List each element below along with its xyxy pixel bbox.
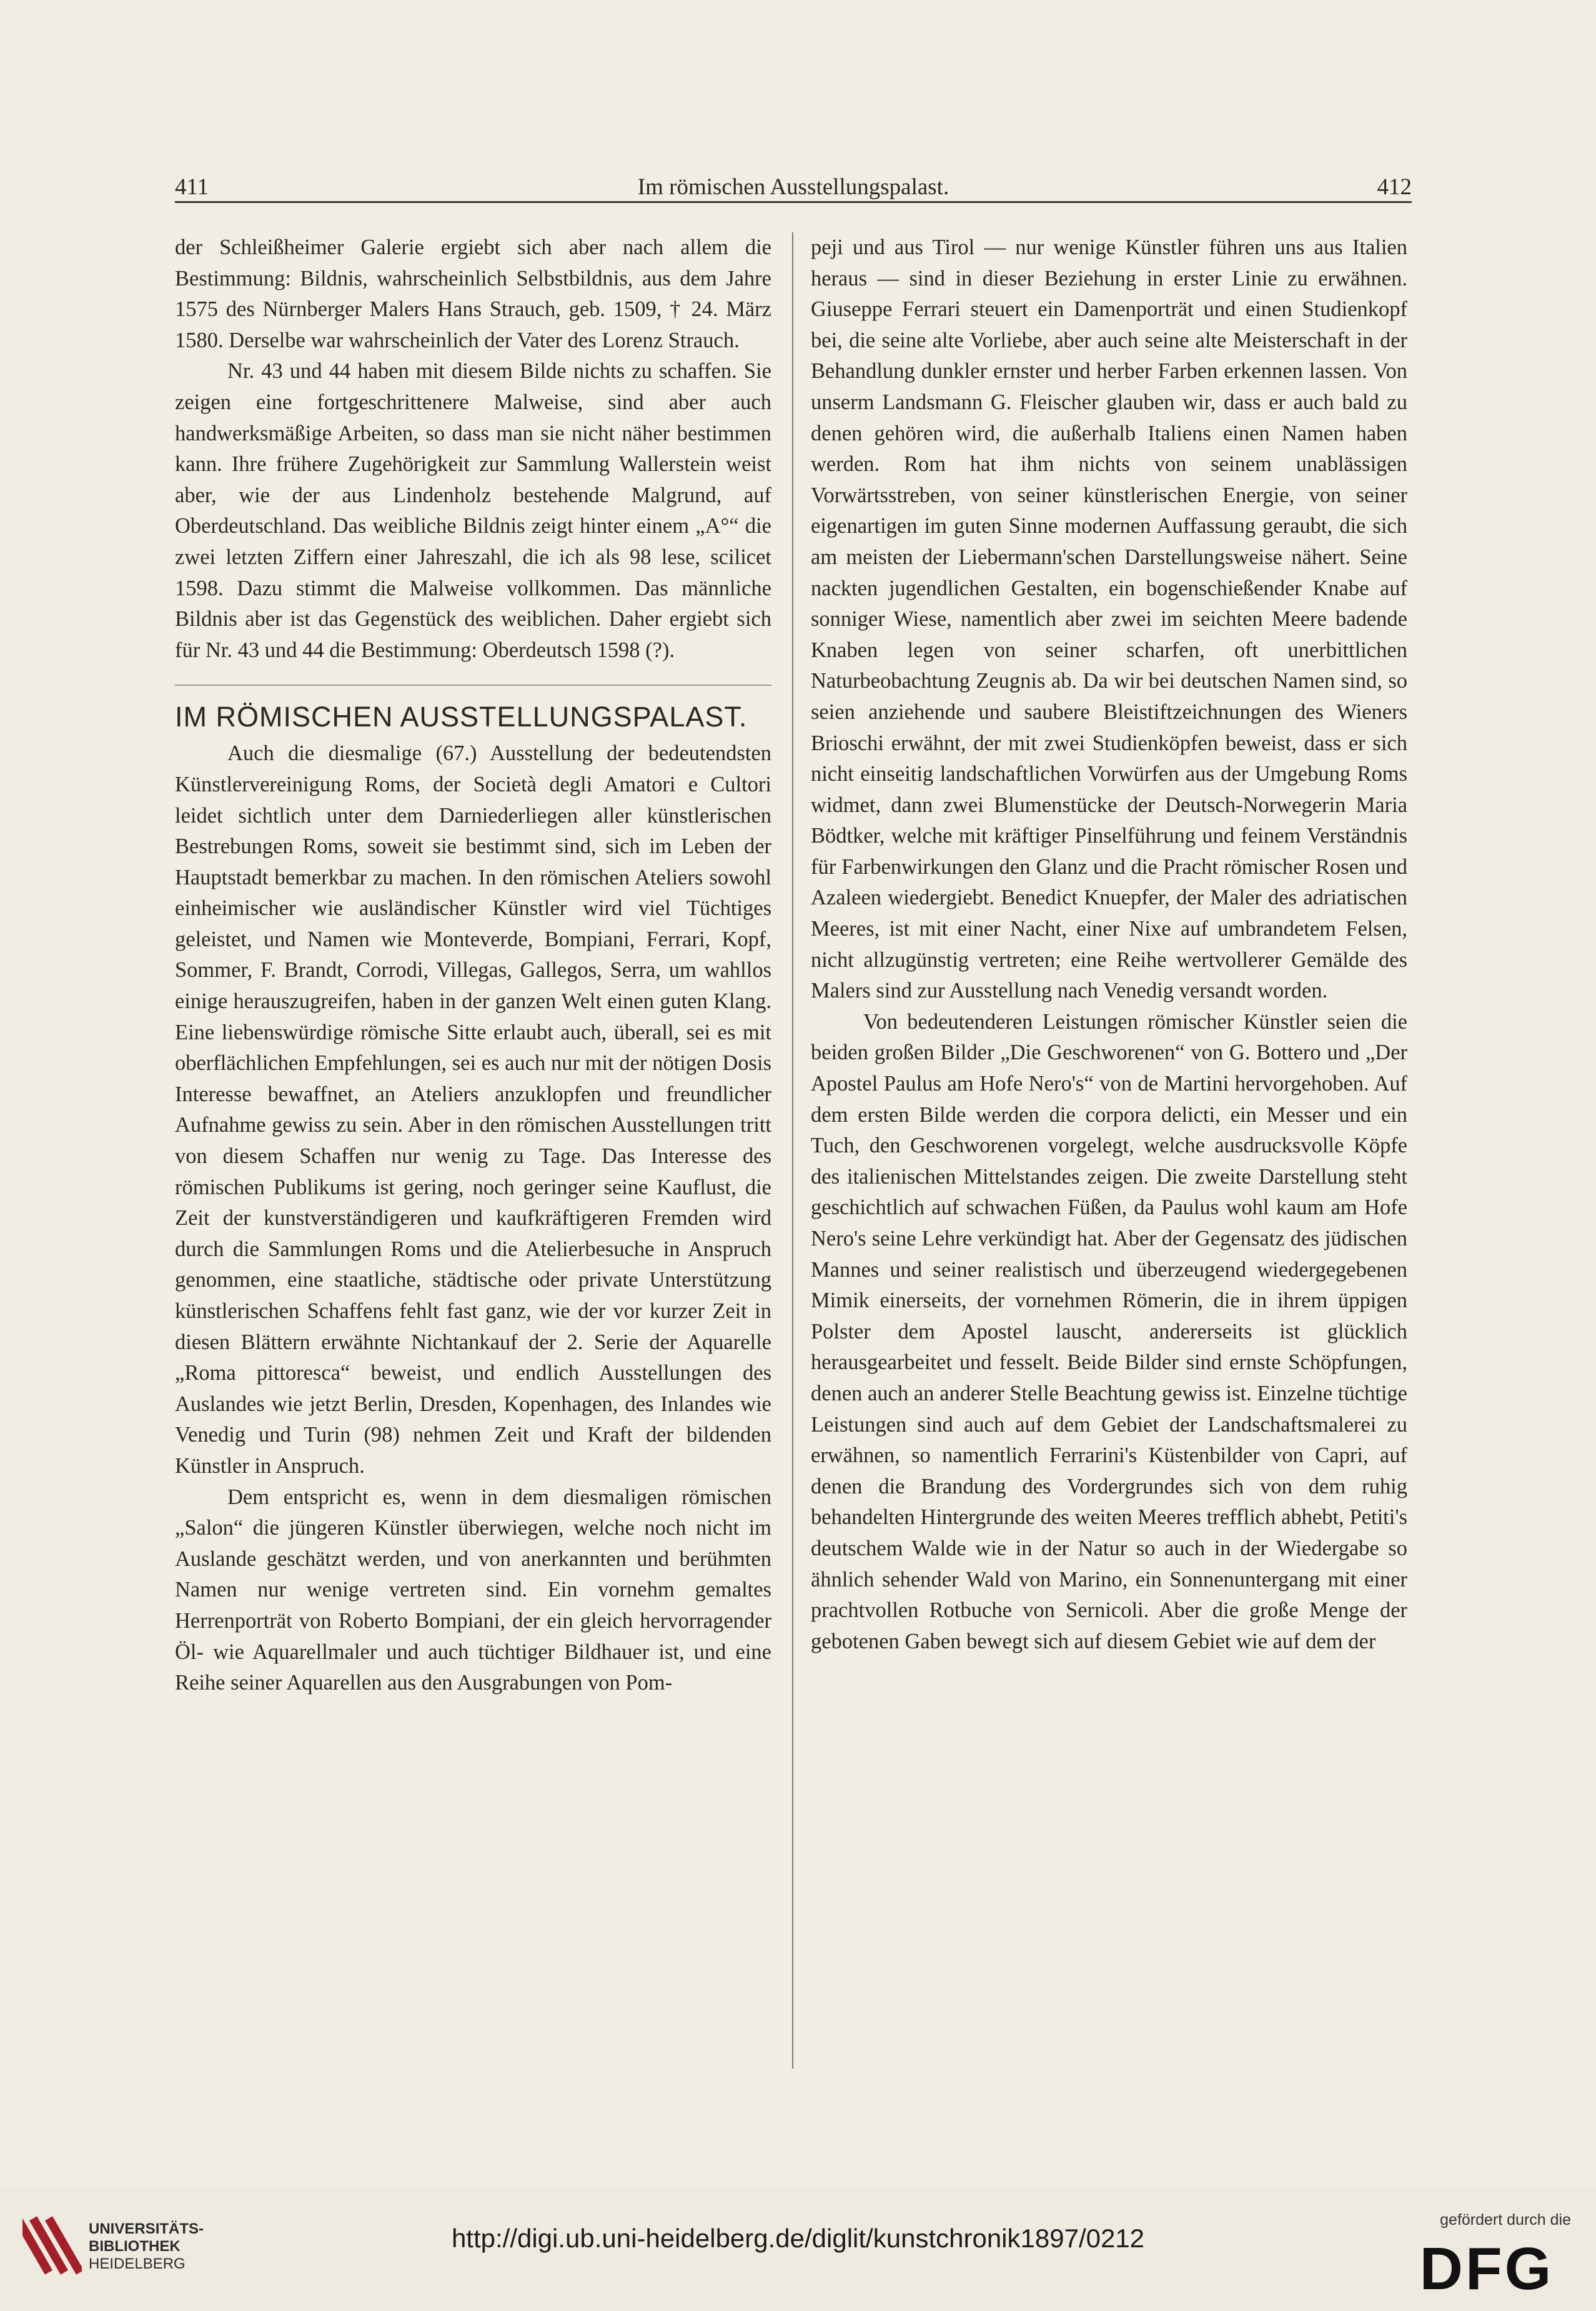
section-divider — [175, 685, 771, 686]
page-number-left: 411 — [175, 174, 209, 200]
right-column — [811, 232, 1407, 1657]
svg-text:DFG: DFG — [1419, 2239, 1554, 2295]
library-name-line: HEIDELBERG — [89, 2255, 186, 2272]
paragraph: Von bedeutenderen Leistungen römischer Künstler seien die beiden großen Bilder „Die Geschworenen“ von G. Bottero und „Der Apostel Paulus am Hofe Nero's“ von de Martini hervorgehoben. Auf dem ersten Bilde werden die corpora delicti, ein Messer und ein Tuch, den Geschworenen vorgelegt, welche ausdrucksvolle Köpfe des italienischen Mittelstandes zeigen. Die zweite Darstellung steht geschichtlich auf schwachen Füßen, da Paulus wohl kaum am Hofe Nero's seine Lehre verkündigt hat. Aber der Gegensatz des jüdischen Mannes und seiner realistisch und überzeugend wiedergegebenen Mimik einerseits, der vornehmen Römerin, die in ihrem üppigen Polster dem Apostel lauscht, andererseits ist glücklich herausgearbeitet und fesselt. Beide Bilder sind ernste Schöpfungen, denen auch an anderer Stelle Beachtung gewiss ist. Einzelne tüchtige Leistungen sind auch auf dem Gebiet der Landschaftsmalerei zu erwähnen, so namentlich Ferrarini's Küstenbilder von Capri, auf denen die Brandung des Vordergrundes sich von dem ruhig behandelten Hintergrunde des weiten Meeres trefflich abhebt, Petiti's deutschem Walde wie in der Natur so auch in der Wiedergabe so ähnlich sehender Wald von Marino, ein Sonnenuntergang mit einer prachtvollen Rotbuche von Sernicoli. Aber die große Menge der gebotenen Gaben bewegt sich auf diesem Gebiet wie auf dem der — [811, 1009, 1407, 1653]
section-title: IM RÖMISCHEN AUSSTELLUNGSPALAST. — [175, 701, 748, 733]
left-column — [175, 232, 771, 1699]
permalink-url[interactable]: http://digi.ub.uni-heidelberg.de/diglit/kunstchronik1897/0212 — [451, 2224, 1145, 2253]
running-title: Im römischen Ausstellungspalast. — [637, 174, 949, 200]
column-divider — [792, 232, 793, 2069]
running-head — [175, 169, 1412, 206]
page-number-right: 412 — [1377, 174, 1412, 200]
dfg-logo-icon — [1402, 2239, 1571, 2295]
library-name-line: BIBLIOTHEK — [89, 2238, 181, 2255]
paragraph: Auch die diesmalige (67.) Ausstellung der bedeutendsten Künstlervereinigung Roms, der Società degli Amatori e Cultori leidet sichtlich unter dem Darniederliegen aller künstlerischen Bestrebungen Roms, soweit sie bestimmt sind, sich im Leben der Hauptstadt bemerkbar zu machen. In den römischen Ateliers sowohl einheimischer wie ausländischer Künstler wird viel Tüchtiges geleistet, und Namen wie Monteverde, Bompiani, Ferrari, Kopf, Sommer, F. Brandt, Corrodi, Villegas, Gallegos, Serra, um wahllos einige herauszugreifen, haben in der ganzen Welt einen guten Klang. Eine liebenswürdige römische Sitte erlaubt auch, überall, sei es mit oberflächlichen Empfehlungen, sei es auch nur mit der nötigen Dosis Interesse bewaffnet, an Ateliers anzuklopfen und freundlicher Aufnahme gewiss zu sein. Aber in den römischen Ausstellungen tritt von diesem Schaffen nur wenig zu Tage. Das Interesse des römischen Publikums ist gering, noch geringer seine Kauflust, die Zeit der kunstverständigeren und kaufkräftigeren Fremden wird durch die Sammlungen Roms und die Atelierbesuche in Anspruch genommen, eine staatliche, städtische oder private Unterstützung künstlerischen Schaffens fehlt fast ganz, wie der vor kurzer Zeit in diesen Blättern erwähnte Nichtankauf der 2. Serie der Aquarelle „Roma pittoresca“ beweist, und endlich Ausstellungen des Auslandes wie jetzt Berlin, Dresden, Kopenhagen, des Inlandes wie Venedig und Turin (98) nehmen Zeit und Kraft der bildenden Künstler in Anspruch. — [175, 741, 771, 1478]
funding-note: gefördert durch die — [1440, 2211, 1571, 2229]
library-name-line: UNIVERSITÄTS- — [89, 2220, 204, 2237]
paragraph: Nr. 43 und 44 haben mit diesem Bilde nichts zu schaffen. Sie zeigen eine fortgeschrittenere Malweise, sind aber auch handwerksmäßige Arbeiten, so dass man sie nicht näher bestimmen kann. Ihre frühere Zugehörigkeit zur Sammlung Wallerstein weist aber, wie der aus Lindenholz bestehende Malgrund, auf Oberdeutschland. Das weibliche Bildnis zeigt hinter einem „A°“ die zwei letzten Ziffern einer Jahreszahl, die ich als 98 lese, scilicet 1598. Dazu stimmt die Malweise vollkommen. Das männliche Bildnis aber ist das Gegenstück des weiblichen. Daher ergiebt sich für Nr. 43 und 44 die Bestimmung: Oberdeutsch 1598 (?). — [175, 359, 771, 662]
paragraph: peji und aus Tirol — nur wenige Künstler führen uns aus Italien heraus — sind in dieser Beziehung in erster Linie zu erwähnen. Giuseppe Ferrari steuert ein Damenporträt und einen Studienkopf bei, die seine alte Vorliebe, aber auch seine alte Meisterschaft in der Behandlung dunkler ernster und herber Farben erkennen lassen. Von unserm Landsmann G. Fleischer glauben wir, dass er auch bald zu denen gehören wird, die außerhalb Italiens einen Namen haben werden. Rom hat ihm nichts von seinem unablässigen Vorwärtsstreben, von seiner künstlerischen Energie, von seiner eigenartigen im guten Sinne modernen Auffassung geraubt, die sich am meisten der Liebermann'schen Darstellungsweise nähert. Seine nackten jugendlichen Gestalten, ein bogenschießender Knabe auf sonniger Wiese, namentlich aber zwei im seichten Meere badende Knaben legen von seiner scharfen, oft unerbittlichen Naturbeobachtung Zeugnis ab. Da wir bei deutschen Namen sind, so seien anziehende und saubere Bleistiftzeichnungen des Wieners Brioschi erwähnt, der mit zwei Studienköpfen beweist, dass er sich nicht einseitig landschaftlichen Vorwürfen aus der Umgebung Roms widmet, dann zwei Blumenstücke der Deutsch-Norwegerin Maria Bödtker, welche mit kräftiger Pinselführung und feinem Verständnis für Farbenwirkungen den Glanz und die Pracht römischer Rosen und Azaleen wiedergiebt. Benedict Knuepfer, der Maler des adriatischen Meeres, ist mit einer Nacht, einer Nixe auf umbrandetem Felsen, nicht allzugünstig vertreten; eine Reihe wertvollerer Gemälde des Malers sind zur Ausstellung nach Venedig versandt worden. — [811, 235, 1407, 1003]
header-rule — [175, 201, 1412, 203]
paragraph: der Schleißheimer Galerie ergiebt sich aber nach allem die Bestimmung: Bildnis, wahrscheinlich Selbstbildnis, aus dem Jahre 1575 des Nürnberger Malers Hans Strauch, geb. 1509, † 24. März 1580. Derselbe war wahrscheinlich der Vater des Lorenz Strauch. — [175, 235, 771, 352]
paragraph: Dem entspricht es, wenn in dem diesmaligen römischen „Salon“ die jüngeren Künstler überwiegen, welche noch nicht im Auslande geschätzt werden, und von anerkannten und berühmten Namen nur wenige vertreten sind. Ein vornehm gemaltes Herrenporträt von Roberto Bompiani, der ein gleich hervorragender Öl- wie Aquarellmaler und auch tüchtiger Bildhauer ist, und eine Reihe seiner Aquarellen aus den Ausgrabungen von Pom- — [175, 1485, 771, 1695]
